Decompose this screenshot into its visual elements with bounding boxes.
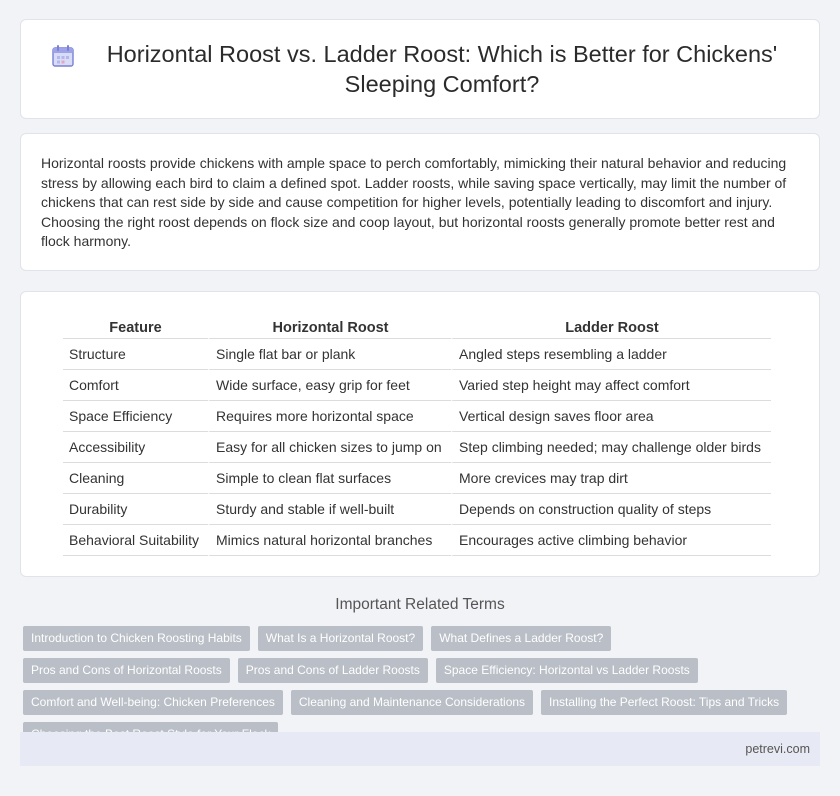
intro-card (20, 133, 820, 271)
title-card (20, 19, 820, 119)
related-term-tag[interactable]: Pros and Cons of Horizontal Roosts (23, 658, 230, 683)
header-horizontal-roost: Horizontal Roost (208, 316, 451, 339)
feature-cell: Accessibility (63, 432, 208, 463)
table-row (63, 432, 771, 463)
horizontal-cell: Single flat bar or plank (208, 339, 451, 370)
ladder-cell: Encourages active climbing behavior (451, 525, 771, 556)
ladder-cell: Depends on construction quality of steps (451, 494, 771, 525)
related-term-tag[interactable]: Comfort and Well-being: Chicken Preferences (23, 690, 283, 715)
footer (20, 732, 820, 766)
related-term-tag[interactable]: What Defines a Ladder Roost? (431, 626, 611, 651)
ladder-cell: Step climbing needed; may challenge older birds (451, 432, 771, 463)
comparison-card (20, 291, 820, 577)
ladder-cell: More crevices may trap dirt (451, 463, 771, 494)
header-ladder-roost: Ladder Roost (451, 316, 771, 339)
horizontal-cell: Simple to clean flat surfaces (208, 463, 451, 494)
horizontal-cell: Mimics natural horizontal branches (208, 525, 451, 556)
related-term-tag[interactable]: Space Efficiency: Horizontal vs Ladder Roosts (436, 658, 698, 683)
feature-cell: Comfort (63, 370, 208, 401)
feature-cell: Behavioral Suitability (63, 525, 208, 556)
intro-paragraph: Horizontal roosts provide chickens with ample space to perch comfortably, mimicking their natural behavior and reducing stress by allowing each bird to claim a defined spot. Ladder roosts, while saving space vertically, may limit the number of chickens that can rest side by side and cause competition for higher levels, potentially leading to discomfort and injury. Choosing the right roost depends on flock size and coop layout, but horizontal roosts generally promote better rest and flock harmony. (41, 155, 787, 250)
ladder-cell: Varied step height may affect comfort (451, 370, 771, 401)
feature-cell: Cleaning (63, 463, 208, 494)
table-row (63, 370, 771, 401)
footer-site-link[interactable]: petrevi.com (745, 742, 810, 756)
related-term-tag[interactable]: Installing the Perfect Roost: Tips and Tricks (541, 690, 787, 715)
related-terms-section (20, 596, 820, 754)
table-header-row (63, 316, 771, 339)
title-wrap (50, 39, 790, 99)
related-term-tag[interactable]: What Is a Horizontal Roost? (258, 626, 423, 651)
horizontal-cell: Sturdy and stable if well-built (208, 494, 451, 525)
feature-cell: Durability (63, 494, 208, 525)
header-feature: Feature (63, 316, 208, 339)
comparison-table (63, 316, 771, 556)
related-term-tag[interactable]: Introduction to Chicken Roosting Habits (23, 626, 250, 651)
feature-cell: Space Efficiency (63, 401, 208, 432)
table-row (63, 463, 771, 494)
calendar-icon (50, 43, 76, 69)
horizontal-cell: Wide surface, easy grip for feet (208, 370, 451, 401)
feature-cell: Structure (63, 339, 208, 370)
related-term-tag[interactable]: Pros and Cons of Ladder Roosts (238, 658, 428, 683)
horizontal-cell: Requires more horizontal space (208, 401, 451, 432)
page-title: Horizontal Roost vs. Ladder Roost: Which is Better for Chickens' Sleeping Comfort? (106, 41, 778, 97)
table-row (63, 494, 771, 525)
ladder-cell: Angled steps resembling a ladder (451, 339, 771, 370)
table-row (63, 339, 771, 370)
related-term-tag[interactable]: Cleaning and Maintenance Considerations (291, 690, 533, 715)
table-row (63, 525, 771, 556)
related-terms-heading: Important Related Terms (335, 596, 505, 613)
horizontal-cell: Easy for all chicken sizes to jump on (208, 432, 451, 463)
table-row (63, 401, 771, 432)
ladder-cell: Vertical design saves floor area (451, 401, 771, 432)
